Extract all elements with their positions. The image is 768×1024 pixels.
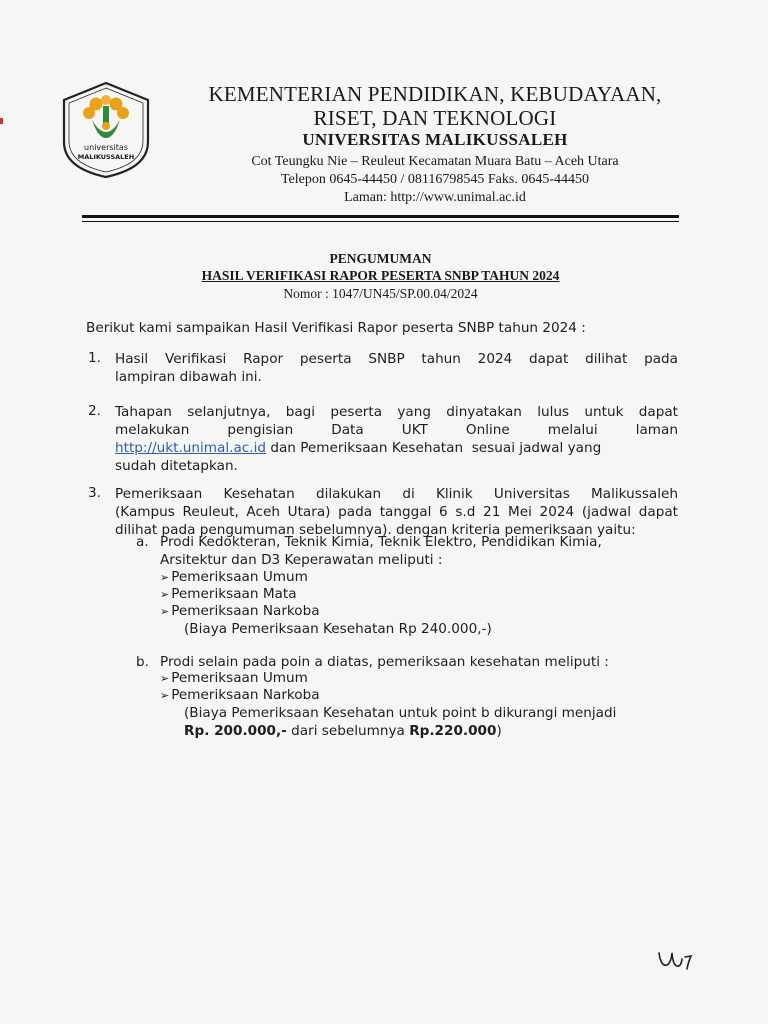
- website: Laman: http://www.unimal.ac.id: [344, 190, 526, 205]
- item-2-line-3-rest: dan Pemeriksaan Kesehatan sesuai jadwal yang: [266, 440, 602, 456]
- sub-a-line-1: Prodi Kedokteran, Teknik Kimia, Teknik Elektro, Pendidikan Kimia,: [160, 534, 602, 550]
- item-2-line-2: melakukan pengisian Data UKT Online melalui laman: [115, 422, 678, 438]
- cost-end: ): [496, 723, 502, 739]
- arrowhead-icon: ➢: [160, 588, 170, 601]
- sub-a-line-2: Arsitektur dan D3 Keperawatan meliputi :: [160, 552, 443, 568]
- announcement-number: Nomor : 1047/UN45/SP.00.04/2024: [283, 286, 478, 301]
- cost-note-a: (Biaya Pemeriksaan Kesehatan Rp 240.000,-): [184, 621, 492, 637]
- arrowhead-icon: ➢: [160, 571, 170, 584]
- list-item: [160, 602, 320, 621]
- new-cost: Rp. 200.000,-: [184, 723, 287, 739]
- cost-note-b: [184, 704, 616, 740]
- arrowhead-icon: ➢: [160, 672, 170, 685]
- logo-text-bottom: MALIKUSSALEH: [77, 153, 135, 161]
- bullet-text: Pemeriksaan Umum: [171, 670, 308, 686]
- announcement-subject: HASIL VERIFIKASI RAPOR PESERTA SNBP TAHUN 2024: [201, 268, 560, 283]
- announcement-label: PENGUMUMAN: [329, 251, 432, 266]
- bullet-text: Pemeriksaan Mata: [171, 586, 297, 602]
- header-rule-thin: [82, 221, 679, 222]
- phone: Telepon 0645-44450 / 08116798545 Faks. 0645-44450: [280, 172, 590, 187]
- item-number: 2.: [88, 403, 101, 419]
- bullet-text: Pemeriksaan Umum: [171, 569, 308, 585]
- old-cost: Rp.220.000: [409, 723, 497, 739]
- header-rule-thick: [82, 215, 679, 218]
- sub-b-line-1: Prodi selain pada poin a diatas, pemeriksaan kesehatan meliputi :: [160, 654, 609, 670]
- arrowhead-icon: ➢: [160, 689, 170, 702]
- arrowhead-icon: ➢: [160, 605, 170, 618]
- ministry-line-1: KEMENTERIAN PENDIDIKAN, KEBUDAYAAN,: [208, 82, 662, 106]
- item-3-line-2: (Kampus Reuleut, Aceh Utara) pada tanggal 6 s.d 21 Mei 2024 (jadwal dapat: [115, 504, 678, 520]
- university-name: UNIVERSITAS MALIKUSSALEH: [302, 130, 568, 149]
- letterhead-ministry: [190, 82, 680, 130]
- address: Cot Teungku Nie – Reuleut Kecamatan Muara Batu – Aceh Utara: [251, 154, 619, 169]
- university-logo: [56, 80, 156, 180]
- item-3-line-1: Pemeriksaan Kesehatan dilakukan di Klinik Universitas Malikussaleh: [115, 486, 678, 502]
- sub-label: b.: [136, 654, 149, 670]
- item-2-line-1: Tahapan selanjutnya, bagi peserta yang dinyatakan lulus untuk dapat: [115, 404, 678, 420]
- bullet-text: Pemeriksaan Narkoba: [171, 687, 320, 703]
- scan-mark: [0, 118, 3, 124]
- cost-note-b-line-1: (Biaya Pemeriksaan Kesehatan untuk point b dikurangi menjadi: [184, 705, 617, 721]
- sub-label: a.: [136, 534, 149, 550]
- ministry-line-2: RISET, DAN TEKNOLOGI: [313, 106, 557, 130]
- cost-mid: dari sebelumnya: [286, 723, 410, 739]
- intro-text: Berikut kami sampaikan Hasil Verifikasi Rapor peserta SNBP tahun 2024 :: [86, 320, 586, 336]
- list-item: [160, 686, 320, 705]
- item-1-line-1: Hasil Verifikasi Rapor peserta SNBP tahun 2024 dapat dilihat pada: [115, 351, 678, 367]
- item-3-line-3: dilihat pada pengumuman sebelumnya). dengan kriteria pemeriksaan yaitu:: [115, 522, 636, 538]
- bullet-text: Pemeriksaan Narkoba: [171, 603, 320, 619]
- logo-text-top: universitas: [84, 143, 128, 152]
- item-1-line-2: lampiran dibawah ini.: [115, 369, 262, 385]
- item-number: 1.: [88, 350, 101, 366]
- item-2-line-4: sudah ditetapkan.: [115, 458, 238, 474]
- item-number: 3.: [88, 485, 101, 501]
- ukt-link[interactable]: http://ukt.unimal.ac.id: [115, 440, 266, 456]
- handwritten-initial: [655, 945, 699, 973]
